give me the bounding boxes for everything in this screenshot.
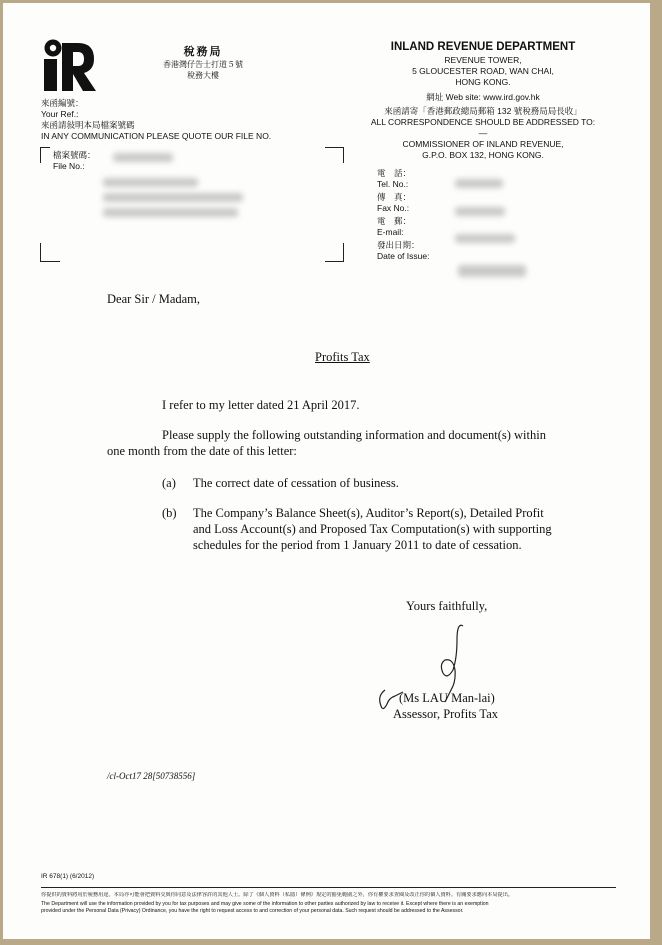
tel-zh: 電 話：: [377, 168, 412, 178]
file-no-en: File No.:: [53, 161, 85, 171]
paragraph-2-line-1: Please supply the following outstanding information and document(s) within: [162, 428, 546, 442]
issue-zh: 發出日期：: [377, 240, 420, 250]
correspondence-en-1: ALL CORRESPONDENCE SHOULD BE ADDRESSED TO:—: [370, 117, 596, 138]
dept-address-zh-2: 稅務大樓: [187, 71, 219, 80]
paragraph-1: I refer to my letter dated 21 April 2017.: [162, 398, 360, 412]
item-a-label: (a): [162, 476, 176, 490]
quote-en: IN ANY COMMUNICATION PLEASE QUOTE OUR FILE NO.: [41, 131, 272, 141]
file-no-zh: 檔案號碼：: [53, 150, 96, 160]
dept-name-en: INLAND REVENUE DEPARTMENT: [390, 41, 576, 53]
reference-code: /cl-Oct17 28[50738556]: [107, 771, 196, 781]
form-number: IR 678(1) (6/2012): [41, 873, 95, 880]
fax-en: Fax No.:: [377, 203, 410, 213]
item-b-line-3: schedules for the period from 1 January 2011 to date of cessation.: [193, 538, 522, 552]
correspondence-en-2: COMMISSIONER OF INLAND REVENUE,: [402, 139, 564, 149]
your-ref-zh: 來函編號：: [41, 98, 84, 108]
issue-en: Date of Issue:: [377, 251, 430, 261]
footer-rule: [41, 887, 616, 888]
closing: Yours faithfully,: [406, 599, 488, 613]
website: 網址 Web site: www.ird.gov.hk: [426, 92, 540, 102]
correspondence-en-3: G.P.O. BOX 132, HONG KONG.: [422, 150, 544, 160]
tel-en: Tel. No.:: [377, 179, 409, 189]
your-ref-en: Your Ref.:: [41, 109, 79, 119]
letter-page: [3, 3, 650, 939]
privacy-notice-zh: 你提供的資料將用於稅務用途。本局亦可能會把資料交與你同意及法律容許的其他人士。除了《個人資料（私隱）條例》規定的豁免範圍之外，你有權要求查閱及改正你的個人資料。有關要求應向本局提出。: [41, 892, 514, 898]
item-a-line-1: The correct date of cessation of business.: [193, 476, 399, 490]
subject: Profits Tax: [315, 350, 370, 364]
privacy-notice-en-1: The Department will use the information provided by you for tax purposes and may give some of the information to other parties authorized by law to receive it. Except where there is an exemption: [41, 901, 489, 907]
signer-title: Assessor, Profits Tax: [393, 707, 498, 721]
item-b-label: (b): [162, 506, 177, 520]
address-en-3: HONG KONG.: [455, 77, 511, 87]
ird-logo: [40, 39, 96, 93]
address-en-1: REVENUE TOWER,: [444, 55, 522, 65]
email-zh: 電 郵：: [377, 216, 412, 226]
email-en: E-mail:: [377, 227, 404, 237]
salutation: Dear Sir / Madam,: [107, 292, 201, 306]
item-b-line-2: and Loss Account(s) and Proposed Tax Computation(s) with supporting: [193, 522, 552, 536]
address-en-2: 5 GLOUCESTER ROAD, WAN CHAI,: [412, 66, 554, 76]
item-b-line-1: The Company’s Balance Sheet(s), Auditor’s Report(s), Detailed Profit: [193, 506, 544, 520]
dept-name-zh: 稅務局: [183, 46, 223, 58]
quote-zh: 來函請敍明本局檔案號碼: [41, 120, 135, 130]
signer-name: (Ms LAU Man-lai): [399, 691, 495, 705]
privacy-notice-en-2: provided under the Personal Data (Privacy) Ordinance, you have the right to request access to and correction of your personal data. Such request should be addressed to the Assessor.: [41, 908, 464, 914]
paragraph-2-line-2: one month from the date of this letter:: [107, 444, 297, 458]
fax-zh: 傳 真：: [377, 192, 412, 202]
correspondence-zh: 來函請寄「香港郵政總局郵箱 132 號稅務局局長收」: [384, 106, 582, 116]
dept-address-zh-1: 香港灣仔告士打道５號: [163, 60, 243, 69]
